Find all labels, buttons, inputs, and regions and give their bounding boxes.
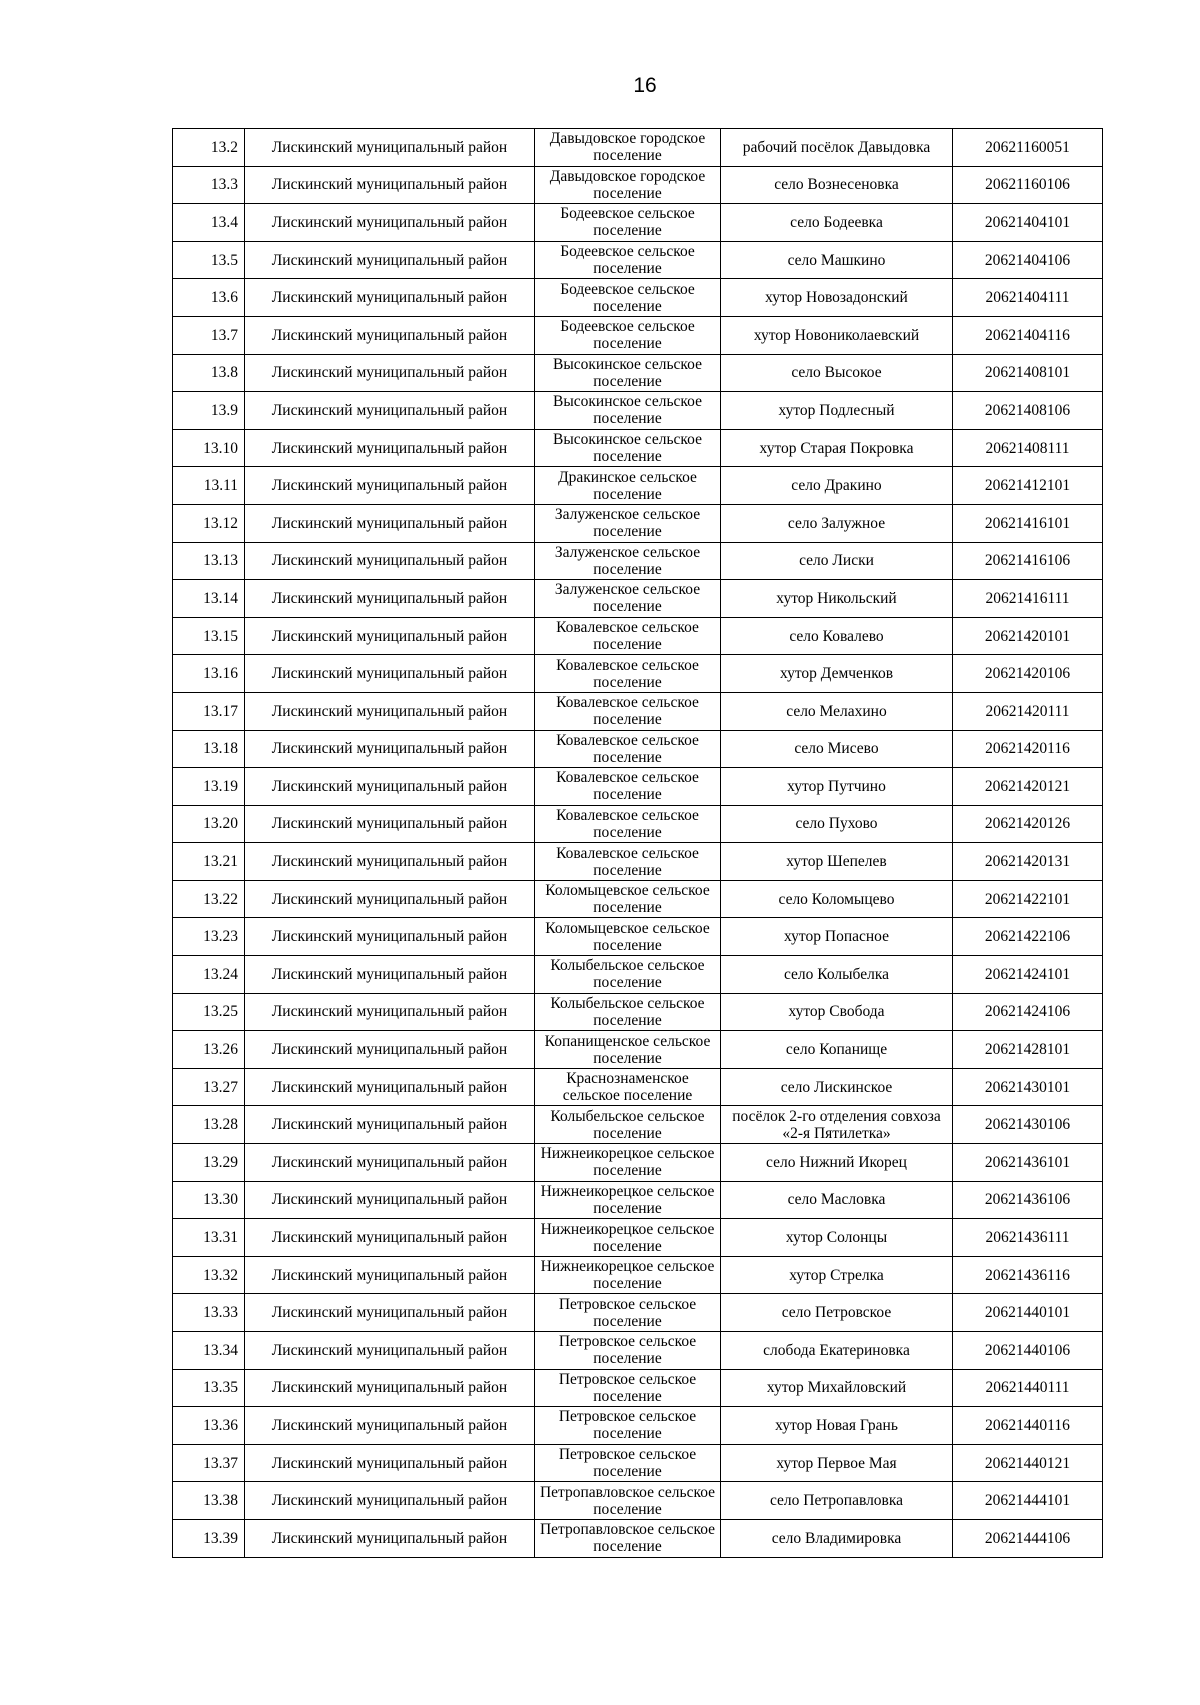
row-number-cell: 13.34 xyxy=(173,1332,245,1370)
row-number-cell: 13.35 xyxy=(173,1369,245,1407)
code-cell: 20621430106 xyxy=(953,1106,1103,1144)
row-number-cell: 13.19 xyxy=(173,768,245,806)
district-cell: Лискинский муниципальный район xyxy=(245,692,535,730)
settlement-cell: Дракинское сельское поселение xyxy=(535,467,721,505)
table-row xyxy=(173,1031,1103,1069)
district-cell: Лискинский муниципальный район xyxy=(245,1482,535,1520)
table-row xyxy=(173,692,1103,730)
settlement-cell: Петровское сельское поселение xyxy=(535,1369,721,1407)
district-cell: Лискинский муниципальный район xyxy=(245,918,535,956)
table-row xyxy=(173,1294,1103,1332)
locality-cell: село Мисево xyxy=(721,730,953,768)
code-cell: 20621408106 xyxy=(953,392,1103,430)
settlement-cell: Колыбельское сельское поселение xyxy=(535,1106,721,1144)
code-cell: 20621420111 xyxy=(953,692,1103,730)
table-row xyxy=(173,768,1103,806)
row-number-cell: 13.27 xyxy=(173,1068,245,1106)
table-row xyxy=(173,1068,1103,1106)
table-row xyxy=(173,542,1103,580)
district-cell: Лискинский муниципальный район xyxy=(245,504,535,542)
locality-cell: хутор Новозадонский xyxy=(721,279,953,317)
code-cell: 20621408101 xyxy=(953,354,1103,392)
row-number-cell: 13.25 xyxy=(173,993,245,1031)
settlement-cell: Залуженское сельское поселение xyxy=(535,580,721,618)
settlement-cell: Нижнеикорецкое сельское поселение xyxy=(535,1181,721,1219)
table-row xyxy=(173,166,1103,204)
settlement-cell: Петровское сельское поселение xyxy=(535,1294,721,1332)
locality-cell: село Залужное xyxy=(721,504,953,542)
settlement-cell: Колыбельское сельское поселение xyxy=(535,993,721,1031)
district-cell: Лискинский муниципальный район xyxy=(245,993,535,1031)
row-number-cell: 13.36 xyxy=(173,1407,245,1445)
table-row xyxy=(173,1482,1103,1520)
row-number-cell: 13.38 xyxy=(173,1482,245,1520)
locality-cell: хутор Первое Мая xyxy=(721,1444,953,1482)
district-cell: Лискинский муниципальный район xyxy=(245,1256,535,1294)
code-cell: 20621416111 xyxy=(953,580,1103,618)
locality-cell: село Колыбелка xyxy=(721,956,953,994)
row-number-cell: 13.30 xyxy=(173,1181,245,1219)
table-row xyxy=(173,1144,1103,1182)
district-cell: Лискинский муниципальный район xyxy=(245,1031,535,1069)
page-number: 16 xyxy=(633,74,657,97)
row-number-cell: 13.28 xyxy=(173,1106,245,1144)
district-cell: Лискинский муниципальный район xyxy=(245,880,535,918)
table-row xyxy=(173,956,1103,994)
locality-cell: село Ковалево xyxy=(721,617,953,655)
district-cell: Лискинский муниципальный район xyxy=(245,467,535,505)
row-number-cell: 13.32 xyxy=(173,1256,245,1294)
table-row xyxy=(173,129,1103,167)
code-cell: 20621416106 xyxy=(953,542,1103,580)
row-number-cell: 13.33 xyxy=(173,1294,245,1332)
table-row xyxy=(173,805,1103,843)
table-row xyxy=(173,354,1103,392)
code-cell: 20621404106 xyxy=(953,241,1103,279)
table-row xyxy=(173,1256,1103,1294)
code-cell: 20621416101 xyxy=(953,504,1103,542)
locality-cell: хутор Стрелка xyxy=(721,1256,953,1294)
district-cell: Лискинский муниципальный район xyxy=(245,392,535,430)
code-cell: 20621440121 xyxy=(953,1444,1103,1482)
row-number-cell: 13.2 xyxy=(173,129,245,167)
settlement-cell: Нижнеикорецкое сельское поселение xyxy=(535,1256,721,1294)
district-cell: Лискинский муниципальный район xyxy=(245,617,535,655)
settlement-cell: Ковалевское сельское поселение xyxy=(535,692,721,730)
district-cell: Лискинский муниципальный район xyxy=(245,956,535,994)
code-cell: 20621420131 xyxy=(953,843,1103,881)
row-number-cell: 13.15 xyxy=(173,617,245,655)
settlement-cell: Краснознаменское сельское поселение xyxy=(535,1068,721,1106)
district-cell: Лискинский муниципальный район xyxy=(245,655,535,693)
code-cell: 20621440111 xyxy=(953,1369,1103,1407)
row-number-cell: 13.10 xyxy=(173,429,245,467)
locality-cell: село Пухово xyxy=(721,805,953,843)
settlement-cell: Ковалевское сельское поселение xyxy=(535,655,721,693)
table-row xyxy=(173,1407,1103,1445)
settlement-cell: Колыбельское сельское поселение xyxy=(535,956,721,994)
table-row xyxy=(173,392,1103,430)
district-cell: Лискинский муниципальный район xyxy=(245,843,535,881)
code-cell: 20621420106 xyxy=(953,655,1103,693)
settlement-cell: Давыдовское городское поселение xyxy=(535,129,721,167)
settlement-cell: Ковалевское сельское поселение xyxy=(535,730,721,768)
settlement-cell: Петропавловское сельское поселение xyxy=(535,1519,721,1557)
table-row xyxy=(173,204,1103,242)
row-number-cell: 13.21 xyxy=(173,843,245,881)
district-cell: Лискинский муниципальный район xyxy=(245,166,535,204)
locality-cell: рабочий посёлок Давыдовка xyxy=(721,129,953,167)
table-row xyxy=(173,843,1103,881)
table-row xyxy=(173,1219,1103,1257)
settlement-cell: Высокинское сельское поселение xyxy=(535,429,721,467)
settlement-cell: Петровское сельское поселение xyxy=(535,1407,721,1445)
code-cell: 20621160106 xyxy=(953,166,1103,204)
locality-cell: село Мелахино xyxy=(721,692,953,730)
settlement-cell: Высокинское сельское поселение xyxy=(535,392,721,430)
code-cell: 20621160051 xyxy=(953,129,1103,167)
table-row xyxy=(173,316,1103,354)
locality-cell: село Машкино xyxy=(721,241,953,279)
table-row xyxy=(173,504,1103,542)
row-number-cell: 13.31 xyxy=(173,1219,245,1257)
settlement-cell: Бодеевское сельское поселение xyxy=(535,204,721,242)
code-cell: 20621420121 xyxy=(953,768,1103,806)
row-number-cell: 13.11 xyxy=(173,467,245,505)
settlement-cell: Нижнеикорецкое сельское поселение xyxy=(535,1219,721,1257)
row-number-cell: 13.24 xyxy=(173,956,245,994)
district-cell: Лискинский муниципальный район xyxy=(245,805,535,843)
row-number-cell: 13.9 xyxy=(173,392,245,430)
table-row xyxy=(173,993,1103,1031)
locality-cell: село Масловка xyxy=(721,1181,953,1219)
settlement-cell: Коломыцевское сельское поселение xyxy=(535,918,721,956)
locality-cell: село Лиски xyxy=(721,542,953,580)
locality-cell: хутор Путчино xyxy=(721,768,953,806)
code-cell: 20621444101 xyxy=(953,1482,1103,1520)
code-cell: 20621408111 xyxy=(953,429,1103,467)
table-row xyxy=(173,1181,1103,1219)
row-number-cell: 13.8 xyxy=(173,354,245,392)
code-cell: 20621424101 xyxy=(953,956,1103,994)
district-cell: Лискинский муниципальный район xyxy=(245,1068,535,1106)
district-cell: Лискинский муниципальный район xyxy=(245,542,535,580)
table-row xyxy=(173,880,1103,918)
table-body xyxy=(173,129,1103,1558)
locality-cell: село Петропавловка xyxy=(721,1482,953,1520)
row-number-cell: 13.16 xyxy=(173,655,245,693)
code-cell: 20621420116 xyxy=(953,730,1103,768)
code-cell: 20621440106 xyxy=(953,1332,1103,1370)
row-number-cell: 13.4 xyxy=(173,204,245,242)
row-number-cell: 13.20 xyxy=(173,805,245,843)
settlement-cell: Высокинское сельское поселение xyxy=(535,354,721,392)
row-number-cell: 13.37 xyxy=(173,1444,245,1482)
locality-cell: село Дракино xyxy=(721,467,953,505)
district-cell: Лискинский муниципальный район xyxy=(245,730,535,768)
district-cell: Лискинский муниципальный район xyxy=(245,129,535,167)
code-cell: 20621420126 xyxy=(953,805,1103,843)
table-row xyxy=(173,580,1103,618)
district-cell: Лискинский муниципальный район xyxy=(245,1369,535,1407)
settlement-cell: Ковалевское сельское поселение xyxy=(535,617,721,655)
row-number-cell: 13.17 xyxy=(173,692,245,730)
district-cell: Лискинский муниципальный район xyxy=(245,1332,535,1370)
settlement-cell: Ковалевское сельское поселение xyxy=(535,768,721,806)
code-cell: 20621436106 xyxy=(953,1181,1103,1219)
locality-cell: хутор Никольский xyxy=(721,580,953,618)
settlement-cell: Бодеевское сельское поселение xyxy=(535,241,721,279)
settlement-cell: Копанищенское сельское поселение xyxy=(535,1031,721,1069)
locality-cell: хутор Новая Грань xyxy=(721,1407,953,1445)
code-cell: 20621444106 xyxy=(953,1519,1103,1557)
table-row xyxy=(173,429,1103,467)
row-number-cell: 13.14 xyxy=(173,580,245,618)
district-cell: Лискинский муниципальный район xyxy=(245,279,535,317)
table-row xyxy=(173,241,1103,279)
district-cell: Лискинский муниципальный район xyxy=(245,241,535,279)
settlement-cell: Залуженское сельское поселение xyxy=(535,504,721,542)
settlement-cell: Бодеевское сельское поселение xyxy=(535,316,721,354)
row-number-cell: 13.39 xyxy=(173,1519,245,1557)
district-cell: Лискинский муниципальный район xyxy=(245,1294,535,1332)
table-row xyxy=(173,467,1103,505)
district-cell: Лискинский муниципальный район xyxy=(245,580,535,618)
code-cell: 20621404111 xyxy=(953,279,1103,317)
code-cell: 20621440116 xyxy=(953,1407,1103,1445)
code-cell: 20621436111 xyxy=(953,1219,1103,1257)
code-cell: 20621436101 xyxy=(953,1144,1103,1182)
code-cell: 20621440101 xyxy=(953,1294,1103,1332)
locality-cell: село Вознесеновка xyxy=(721,166,953,204)
locality-cell: хутор Старая Покровка xyxy=(721,429,953,467)
settlement-cell: Коломыцевское сельское поселение xyxy=(535,880,721,918)
district-cell: Лискинский муниципальный район xyxy=(245,354,535,392)
code-cell: 20621422101 xyxy=(953,880,1103,918)
locality-cell: слобода Екатериновка xyxy=(721,1332,953,1370)
settlements-table xyxy=(172,128,1103,1558)
locality-cell: село Петровское xyxy=(721,1294,953,1332)
district-cell: Лискинский муниципальный район xyxy=(245,1444,535,1482)
locality-cell: хутор Свобода xyxy=(721,993,953,1031)
locality-cell: хутор Подлесный xyxy=(721,392,953,430)
locality-cell: хутор Демченков xyxy=(721,655,953,693)
settlement-cell: Залуженское сельское поселение xyxy=(535,542,721,580)
code-cell: 20621404101 xyxy=(953,204,1103,242)
district-cell: Лискинский муниципальный район xyxy=(245,1519,535,1557)
district-cell: Лискинский муниципальный район xyxy=(245,1181,535,1219)
code-cell: 20621404116 xyxy=(953,316,1103,354)
row-number-cell: 13.6 xyxy=(173,279,245,317)
table-row xyxy=(173,918,1103,956)
district-cell: Лискинский муниципальный район xyxy=(245,316,535,354)
code-cell: 20621420101 xyxy=(953,617,1103,655)
locality-cell: хутор Солонцы xyxy=(721,1219,953,1257)
code-cell: 20621428101 xyxy=(953,1031,1103,1069)
district-cell: Лискинский муниципальный район xyxy=(245,1407,535,1445)
district-cell: Лискинский муниципальный район xyxy=(245,429,535,467)
row-number-cell: 13.29 xyxy=(173,1144,245,1182)
settlement-cell: Давыдовское городское поселение xyxy=(535,166,721,204)
locality-cell: село Бодеевка xyxy=(721,204,953,242)
locality-cell: село Высокое xyxy=(721,354,953,392)
row-number-cell: 13.18 xyxy=(173,730,245,768)
row-number-cell: 13.12 xyxy=(173,504,245,542)
code-cell: 20621430101 xyxy=(953,1068,1103,1106)
row-number-cell: 13.3 xyxy=(173,166,245,204)
locality-cell: хутор Шепелев xyxy=(721,843,953,881)
code-cell: 20621424106 xyxy=(953,993,1103,1031)
table-row xyxy=(173,617,1103,655)
settlement-cell: Ковалевское сельское поселение xyxy=(535,805,721,843)
district-cell: Лискинский муниципальный район xyxy=(245,204,535,242)
table-row xyxy=(173,1369,1103,1407)
settlement-cell: Петровское сельское поселение xyxy=(535,1332,721,1370)
table-row xyxy=(173,279,1103,317)
table-row xyxy=(173,730,1103,768)
settlement-cell: Нижнеикорецкое сельское поселение xyxy=(535,1144,721,1182)
locality-cell: хутор Новониколаевский xyxy=(721,316,953,354)
district-cell: Лискинский муниципальный район xyxy=(245,1219,535,1257)
settlement-cell: Петропавловское сельское поселение xyxy=(535,1482,721,1520)
district-cell: Лискинский муниципальный район xyxy=(245,1144,535,1182)
row-number-cell: 13.23 xyxy=(173,918,245,956)
locality-cell: село Лискинское xyxy=(721,1068,953,1106)
locality-cell: посёлок 2-го отделения совхоза «2-я Пятилетка» xyxy=(721,1106,953,1144)
table-row xyxy=(173,1332,1103,1370)
settlement-cell: Петровское сельское поселение xyxy=(535,1444,721,1482)
row-number-cell: 13.22 xyxy=(173,880,245,918)
table-row xyxy=(173,1444,1103,1482)
table-row xyxy=(173,1519,1103,1557)
locality-cell: хутор Попасное xyxy=(721,918,953,956)
locality-cell: хутор Михайловский xyxy=(721,1369,953,1407)
locality-cell: село Коломыцево xyxy=(721,880,953,918)
row-number-cell: 13.26 xyxy=(173,1031,245,1069)
row-number-cell: 13.7 xyxy=(173,316,245,354)
code-cell: 20621422106 xyxy=(953,918,1103,956)
table-row xyxy=(173,1106,1103,1144)
code-cell: 20621412101 xyxy=(953,467,1103,505)
locality-cell: село Владимировка xyxy=(721,1519,953,1557)
locality-cell: село Копанище xyxy=(721,1031,953,1069)
row-number-cell: 13.5 xyxy=(173,241,245,279)
district-cell: Лискинский муниципальный район xyxy=(245,1106,535,1144)
locality-cell: село Нижний Икорец xyxy=(721,1144,953,1182)
settlement-cell: Ковалевское сельское поселение xyxy=(535,843,721,881)
code-cell: 20621436116 xyxy=(953,1256,1103,1294)
settlement-cell: Бодеевское сельское поселение xyxy=(535,279,721,317)
district-cell: Лискинский муниципальный район xyxy=(245,768,535,806)
row-number-cell: 13.13 xyxy=(173,542,245,580)
table-row xyxy=(173,655,1103,693)
